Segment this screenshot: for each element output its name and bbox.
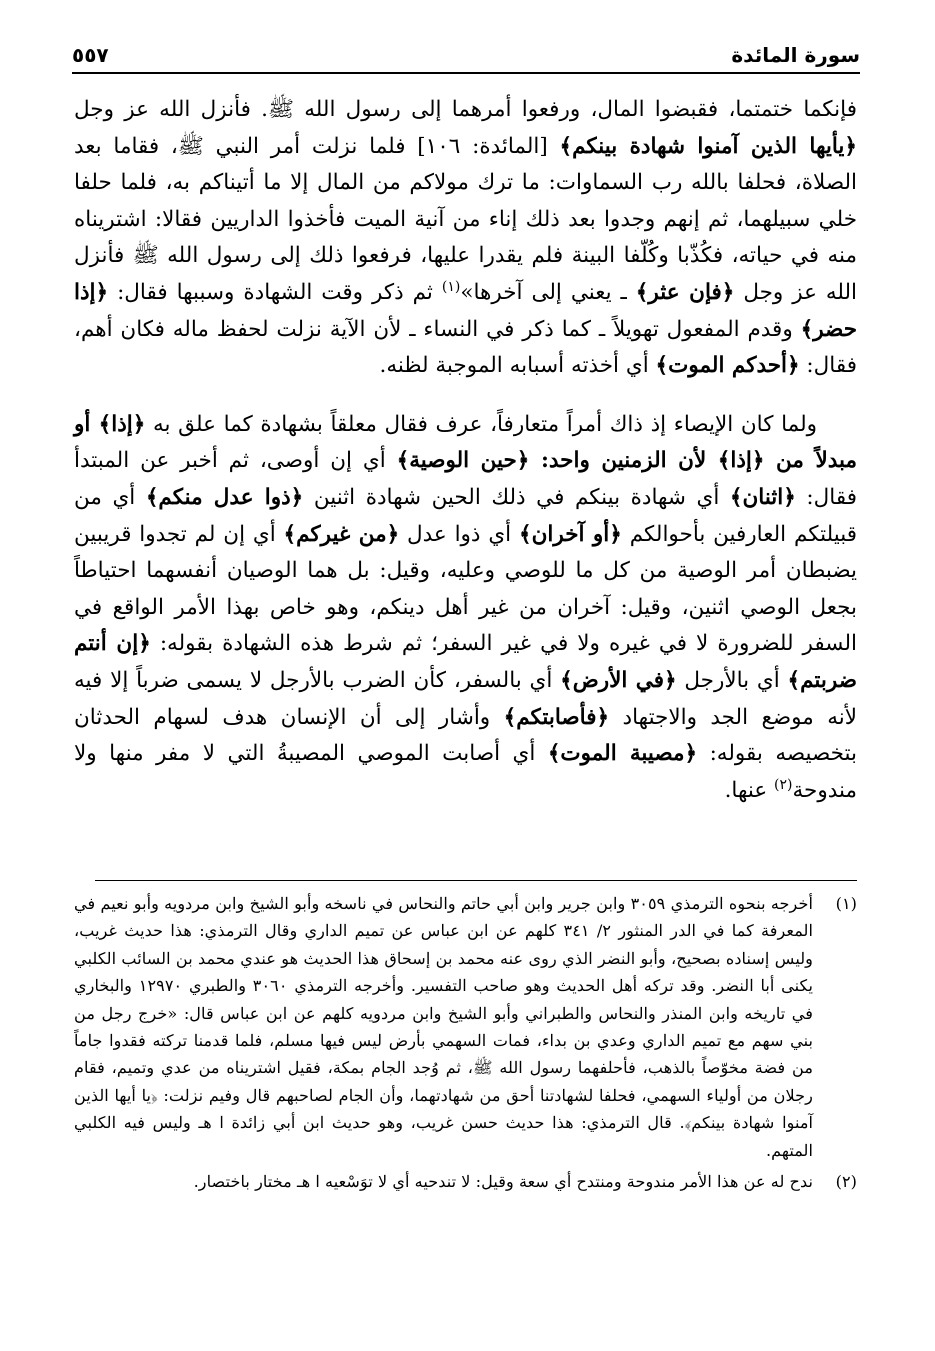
quran-quote: ﴿أحدكم الموت﴾ bbox=[655, 353, 800, 379]
page-header bbox=[72, 38, 860, 74]
paragraph-1 bbox=[74, 92, 857, 385]
text-span: لأن الزمنين واحد: bbox=[529, 448, 718, 474]
text-span: أي أصابت الموصي المصيبةُ التي لا مفر منها ولا مندوحة bbox=[74, 741, 857, 803]
quran-quote: ﴿يأيها الذين آمنوا شهادة بينكم﴾ bbox=[559, 133, 857, 159]
quran-quote: ﴿حين الوصية﴾ bbox=[396, 448, 530, 474]
quran-quote: ﴿اثنان﴾ bbox=[729, 484, 796, 510]
text-span: أو مبدلاً من bbox=[74, 411, 858, 474]
quran-quote: ﴿إذا﴾ bbox=[717, 448, 765, 474]
footnotes bbox=[74, 890, 857, 1199]
text-span: عنها. bbox=[724, 777, 775, 803]
text-span: فإنكما ختمتما، فقبضوا المال، ورفعوا أمرهما إلى رسول الله ﷺ. فأنزل الله عز وجل bbox=[74, 97, 857, 122]
text-span: أي بالأرجل bbox=[676, 667, 788, 693]
text-span: أي بالسفر، كأن الضرب بالأرجل لا يسمى ضرباً إلا فيه لأنه موضع الجد والاجتهاد bbox=[74, 667, 858, 730]
paragraph-gap bbox=[74, 385, 857, 407]
text-span: وقدم المفعول تهويلاً ـ كما ذكر في النساء ـ لأن الآية نزلت لحفظ ماله فكان أهم، فقال: bbox=[74, 316, 857, 379]
quran-quote: ﴿مصيبة الموت﴾ bbox=[547, 741, 698, 767]
paragraph-2 bbox=[74, 407, 857, 810]
text-span: أي إن أوصى، ثم أخبر عن المبتدأ فقال: bbox=[74, 448, 857, 510]
text-span: ـ يعني إلى آخرها» bbox=[460, 279, 636, 305]
sura-title: سورة المائدة bbox=[731, 43, 860, 67]
text-span: أي ذوا عدل bbox=[399, 521, 519, 547]
text-span: ولما كان الإيصاء إذ ذاك أمراً متعارفاً، عرف فقال معلقاً بشهادة كما علق به bbox=[145, 411, 817, 437]
footnote-marker-1[interactable]: (١) bbox=[441, 278, 461, 295]
text-span: وأشار إلى أن الإنسان هدف لسهام الحدثان بتخصيصه بقوله: bbox=[74, 704, 857, 767]
quran-quote: ﴿فإن عثر﴾ bbox=[635, 279, 735, 305]
quran-quote: ﴿في الأرض﴾ bbox=[560, 667, 677, 693]
footnote-number: (١) bbox=[835, 894, 857, 913]
quran-quote: ﴿إذا حضر﴾ bbox=[74, 279, 857, 342]
footnote-1 bbox=[74, 890, 857, 1164]
footnote-number: (٢) bbox=[835, 1172, 857, 1192]
main-text bbox=[74, 92, 857, 809]
text-span: أي شهادة بينكم في ذلك الحين شهادة اثنين bbox=[303, 484, 730, 510]
footnote-marker-2[interactable]: (٢) bbox=[774, 776, 793, 793]
text-span: [المائدة: ١٠٦] فلما نزلت أمر النبي ﷺ، فقاما بعد الصلاة، فحلفا بالله رب السماوات: ما ترك مولاكم من المال إلا ما أتيناكم به، فلما حلفا خلي سبيلهما، ثم إنهم وجدوا بعد ذلك إناء من آنية الميت فأخذوا الداريين فقالا: اشتريناه منه في حياته، فكُذّبا وكُلّفا البينة فلم يقدرا عليها، فرفعوا ذلك إلى رسول الله ﷺ فأنزل الله عز وجل bbox=[74, 133, 858, 305]
footnote-text: ندح له عن هذا الأمر مندوحة ومنتدح أي سعة وقيل: لا تندحيه أي لا توَسْعيه ا هـ مختار باختصار. bbox=[193, 1172, 813, 1192]
page-number: ٥٥٧ bbox=[72, 43, 109, 67]
footnote-text: أخرجه بنحوه الترمذي ٣٠٥٩ وابن جرير وابن أبي حاتم والنحاس في ناسخه وأبو الشيخ وابن مردويه وأبو نعيم في المعرفة كما في الدر المنثور ٢/ ٣٤١ كلهم عن ابن عباس عن تميم الداري وقال الترمذي: هذا حديث غريب، وليس إسناده بصحيح، وأبو النضر الذي روى عنه محمد بن إسحاق هذا الحديث هو عندي محمد بن السائب الكلبي يكنى أبا النضر. وقد تركه أهل الحديث وهو صاحب التفسير. وأخرجه الترمذي ٣٠٦٠ والطبري ١٢٩٧٠ والبخاري في تاريخه وابن المنذر والنحاس والطبراني وأبو الشيخ وابن مردويه كلهم عن ابن عباس قال: «خرج رجل من بني سهم مع تميم الداري وعدي بن بداء، فمات السهمي بأرض ليس فيها مسلم، فلما قدمنا تركته فقدوا جاماً من فضة مخوّصاً بالذهب، فأحلفهما رسول الله ﷺ، ثم وُجد الجام بمكة، فقيل اشتريناه من عدي وتميم، فقام رجلان من أولياء السهمي، فحلفا لشهادتنا أحق من شهادتهما، وأن الجام لصاحبهم قال وفيم نزلت: ﴿يا أيها الذين آمنوا شهادة بينكم﴾. قال الترمذي: هذا حديث حسن غريب، وهو حديث ابن أبي زائدة ا هـ وليس فيه الكلبي المتهم. bbox=[74, 894, 813, 1160]
quran-quote: ﴿ذوا عدل منكم﴾ bbox=[145, 484, 304, 510]
quran-quote: ﴿أو آخران﴾ bbox=[518, 521, 622, 547]
quran-quote: ﴿إذا﴾ bbox=[98, 411, 146, 437]
text-span: أي أخذته أسبابه الموجبة لظنه. bbox=[379, 353, 656, 379]
quran-quote: ﴿إن أنتم ضربتم﴾ bbox=[74, 631, 857, 693]
footnote-divider bbox=[95, 880, 857, 881]
text-span: أي إن لم تجدوا قريبين يضبطان أمر الوصية من كل ما للوصي وعليه، وقيل: بل هما الوصيان أنفسهما احتياطاً بجعل الوصي اثنين، وقيل: آخران من غير أهل دينكم، وهو خاص بهذا الأمر الواقع في السفر للضرورة لا في غيره ولا في غير السفر؛ ثم شرط هذه الشهادة بقوله: bbox=[74, 521, 857, 657]
footnote-2 bbox=[74, 1168, 857, 1195]
quran-quote: ﴿من غيركم﴾ bbox=[283, 521, 400, 547]
text-span: أي من قبيلتكم العارفين بأحوالكم bbox=[74, 484, 857, 547]
text-span: ثم ذكر وقت الشهادة وسببها فقال: bbox=[108, 279, 442, 305]
quran-quote: ﴿فأصابتكم﴾ bbox=[503, 704, 610, 730]
